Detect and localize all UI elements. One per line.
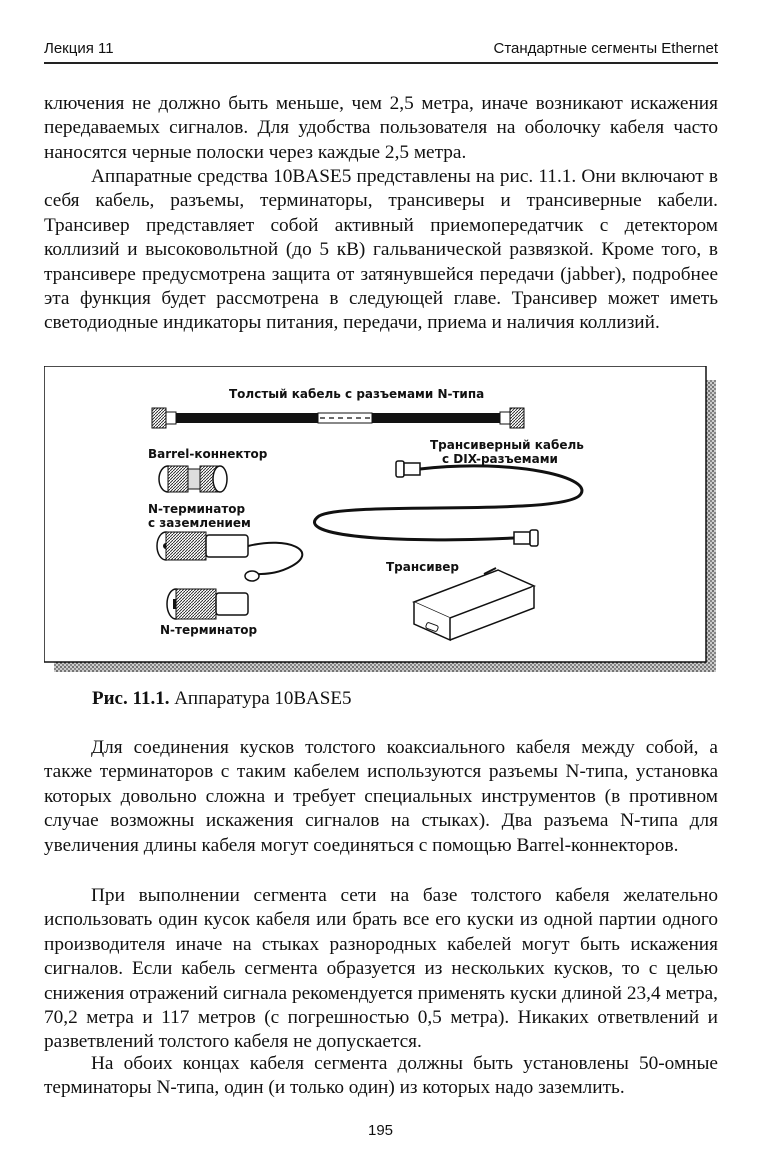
paragraph-5: На обоих концах кабеля сегмента должны быть установлены 50-омные терминаторы N-типа, один (и только один) из которых надо заземлить. [44, 1053, 718, 1099]
caption-text: Аппаратура 10BASE5 [174, 688, 352, 709]
paragraph-4: При выполнении сегмента сети на базе толстого кабеля желательно использовать один кусок кабеля или брать все его куски из одной партии одного производителя иначе на стыках разнородных кабелей могут быть искажения сигналов. Если кабель сегмента образуется из нескольких кусков, то с целью снижения отражений сигнала рекомендуется применять куски длиной 23,4 метра, 70,2 метра и 117 метров (с погрешностью 0,5 метра). Никаких ответвлений и разветвлений толстого кабеля не допускается. [44, 885, 718, 1053]
label-barrel: Barrel-коннектор [148, 447, 268, 461]
lecture-label: Лекция 11 [44, 40, 114, 57]
paragraph-1: ключения не должно быть меньше, чем 2,5 метра, иначе возникают искажения передаваемых сигналов. Для удобства пользователя на оболочку кабеля часто наносятся черные полоски через каждые 2,5 метра. [44, 93, 718, 163]
label-transceiver-cable-2: с DIX-разъемами [442, 452, 558, 466]
paragraph-2: Аппаратные средства 10BASE5 представлены на рис. 11.1. Они включают в себя кабель, разъемы, терминаторы, трансиверы и трансиверные кабели. Трансивер представляет собой активный приемопередатчик с детектором коллизий и высоковольтной (до 5 кВ) гальванической развязкой. Кроме того, в трансивере предусмотрена защита от затянувшейся передачи (jabber), подробнее эта функция будет рассмотрена в следующей главе. Трансивер может иметь светодиодные индикаторы питания, передачи, приема и наличия коллизий. [44, 166, 718, 334]
caption-number: Рис. 11.1. [92, 688, 170, 709]
label-thick-cable: Толстый кабель с разъемами N-типа [229, 387, 485, 401]
n-terminator [167, 589, 248, 619]
barrel-connector [159, 466, 227, 492]
label-n-term-ground-1: N-терминатор [148, 502, 246, 516]
section-title: Стандартные сегменты Ethernet [493, 40, 718, 57]
figure-caption [92, 688, 351, 710]
page-number: 195 [367, 1122, 394, 1139]
figure-frame [44, 366, 706, 662]
header-rule [44, 62, 718, 64]
label-transceiver: Трансивер [386, 560, 460, 574]
label-n-term: N-терминатор [160, 623, 258, 637]
figure-10base5-hardware [44, 366, 716, 672]
paragraph-3: Для соединения кусков толстого коаксиального кабеля между собой, а также терминаторов с таким кабелем используются разъемы N-типа, установка которых довольно сложна и требует специальных инструментов (в противном случае возможны искажения сигналов на стыках). Два разъема N-типа для увеличения длины кабеля могут соединяться с помощью Barrel-коннекторов. [44, 737, 718, 856]
label-n-term-ground-2: с заземлением [148, 516, 251, 530]
running-header [44, 40, 718, 60]
label-transceiver-cable-1: Трансиверный кабель [430, 438, 584, 452]
